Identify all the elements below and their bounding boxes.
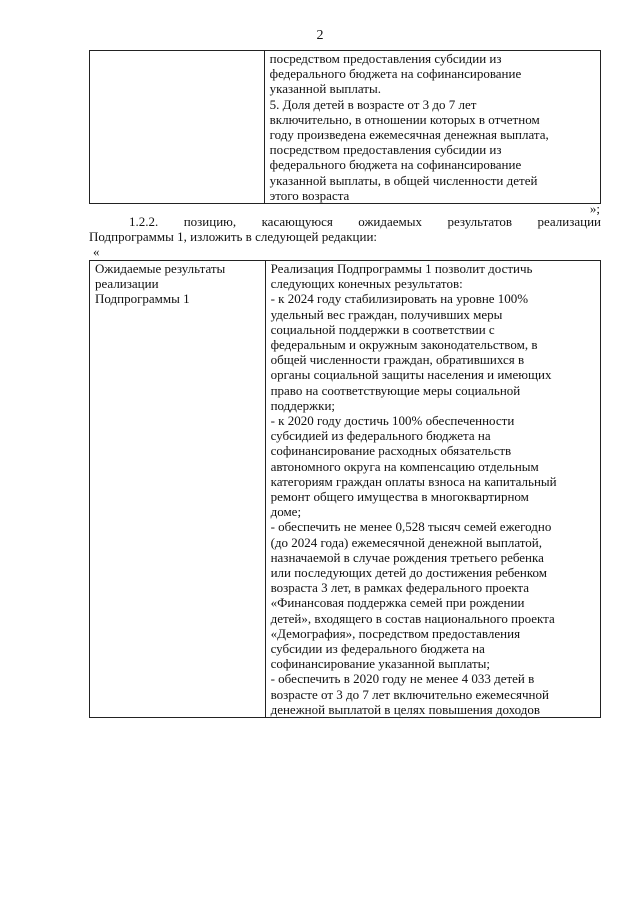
text-line: - обеспечить не менее 0,528 тысяч семей ежегодно — [270, 519, 552, 535]
text-line: этого возраста — [269, 187, 350, 203]
text-line: возраста 3 лет, в рамках федерального проекта — [270, 580, 529, 596]
table-cell-empty — [90, 51, 265, 204]
text-line: софинансирование расходных обязательств — [270, 443, 512, 459]
text-line: возрасте от 3 до 7 лет включительно ежемесячной — [270, 686, 549, 702]
text-line: - к 2020 году достичь 100% обеспеченности — [270, 413, 515, 429]
text-line: 5. Доля детей в возрасте от 3 до 7 лет — [269, 96, 477, 112]
text-line: субсидией из федерального бюджета на — [270, 428, 491, 444]
text-line: или последующих детей до достижения ребенком — [270, 565, 547, 581]
text-line: федерального бюджета на софинансирование — [269, 66, 522, 82]
text-line: следующих конечных результатов: — [270, 276, 463, 292]
text-line: удельный вес граждан, получивших меры — [270, 306, 503, 322]
text-line: указанной выплаты, в общей численности детей — [269, 172, 538, 188]
text-line: софинансирование указанной выплаты; — [270, 656, 491, 672]
table-cell-indicators — [264, 51, 600, 204]
text-line: Ожидаемые результаты — [95, 261, 226, 276]
text-line: федеральным и окружным законодательством, в — [270, 337, 538, 353]
text-line: категориям граждан оплаты взноса на капитальный — [270, 473, 557, 489]
text-line: реализации — [95, 276, 159, 292]
text-line: посредством предоставления субсидии из — [269, 142, 502, 158]
table-cell-results — [265, 261, 600, 718]
text-line: детей», входящего в состав национального проекта — [270, 610, 555, 626]
text-line: Подпрограммы 1 — [95, 291, 190, 307]
opening-quote-mark: « — [93, 244, 100, 259]
paragraph-line: 1.2.2. позицию, касающуюся ожидаемых результатов реализации — [129, 214, 601, 229]
text-line: году произведена ежемесячная денежная выплата, — [269, 127, 549, 143]
text-line: посредством предоставления субсидии из — [269, 51, 502, 66]
text-line: доме; — [270, 504, 302, 520]
text-line: Реализация Подпрограммы 1 позволит достичь — [270, 261, 533, 276]
text-line: автономного округа на компенсацию отдельным — [270, 458, 539, 474]
text-line: - обеспечить в 2020 году не менее 4 033 детей в — [270, 671, 535, 687]
text-line: (до 2024 года) ежемесячной денежной выплатой, — [270, 534, 542, 550]
table-cell-heading — [90, 261, 266, 718]
table-row — [90, 51, 601, 204]
paragraph-line: Подпрограммы 1, изложить в следующей редакции: — [89, 229, 378, 244]
text-line: «Финансовая поддержка семей при рождении — [270, 595, 525, 611]
closing-quote-mark: »; — [589, 201, 600, 216]
expected-results-table — [89, 260, 601, 718]
text-line: включительно, в отношении которых в отчетном — [269, 111, 540, 127]
text-line: социальной поддержки в соответствии с — [270, 321, 495, 337]
text-line: общей численности граждан, обратившихся в — [270, 352, 525, 368]
text-line: денежной выплатой в целях повышения доходов — [270, 701, 541, 717]
text-line: «Демография», посредством предоставления — [270, 625, 521, 641]
text-line: поддержки; — [270, 397, 336, 413]
text-line: - к 2024 году стабилизировать на уровне 100% — [270, 291, 529, 307]
text-line: право на соответствующие меры социальной — [270, 382, 521, 398]
text-line: субсидии из федерального бюджета на — [270, 641, 485, 657]
text-line: органы социальной защиты населения и имеющих — [270, 367, 552, 383]
text-line: ремонт общего имущества в многоквартирном — [270, 489, 529, 505]
amendment-paragraph — [89, 214, 601, 244]
continuation-table — [89, 50, 601, 204]
text-line: указанной выплаты. — [269, 81, 381, 97]
table-row — [90, 261, 601, 718]
text-line: назначаемой в случае рождения третьего ребенка — [270, 549, 544, 565]
page-number: 2 — [316, 28, 324, 43]
text-line: федерального бюджета на софинансирование — [269, 157, 522, 173]
